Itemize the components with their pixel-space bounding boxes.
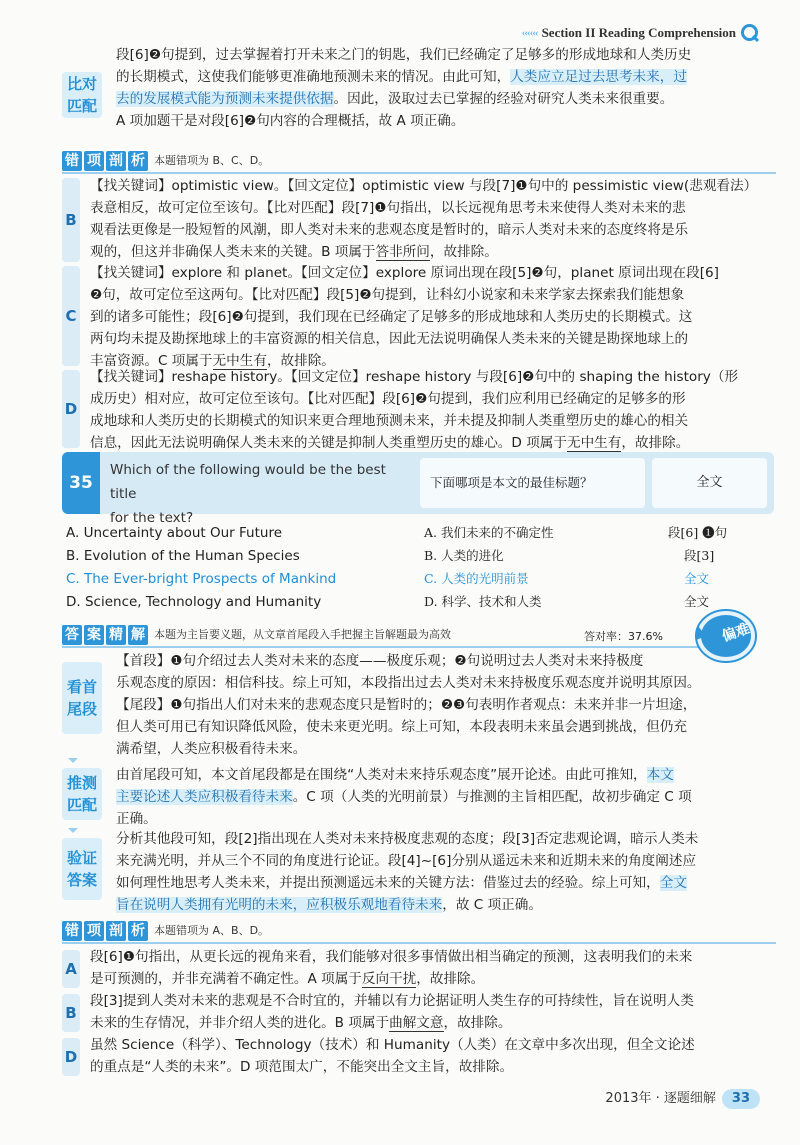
choice-c-en: C. The Ever-bright Prospects of Mankind	[66, 571, 337, 587]
highlight-text: 主要论述人类应积极看待未来	[116, 789, 293, 805]
page-footer	[605, 1088, 760, 1110]
label-line-2: 匹配	[66, 796, 97, 814]
label-verify-answer	[62, 838, 102, 900]
question-chinese: 下面哪项是本文的最佳标题？	[420, 458, 645, 508]
text-seg: 。因此，汲取过去已掌握的经验对研究人类未来很重要。	[333, 91, 674, 107]
text-line	[116, 786, 776, 808]
option-b-analysis-2	[90, 990, 776, 1034]
section-char: 析	[128, 921, 148, 941]
underlined-text: 反向干扰	[361, 971, 417, 987]
choice-a-en: A. Uncertainty about Our Future	[66, 525, 282, 541]
label-read-ends	[62, 662, 102, 734]
option-c-analysis	[90, 262, 776, 372]
section-char: 错	[62, 151, 82, 171]
label-line-2: 尾段	[66, 700, 97, 718]
underlined-text: 无中生有	[212, 353, 267, 369]
highlight-text: 本文	[646, 767, 674, 783]
text-line: 丰富资源。C 项属于无中生有，故排除。	[90, 353, 335, 369]
choice-b-src: 段[3]	[684, 548, 715, 563]
question-english	[110, 458, 410, 530]
option-letter-d: D	[62, 370, 80, 448]
question-en-line: for the text?	[110, 510, 194, 526]
option-letter-b: B	[62, 178, 80, 262]
footer-text: 2013年 · 逐题细解	[605, 1091, 716, 1106]
highlight-text: 人类应立足过去思考未来，过	[510, 69, 687, 85]
label-line-1: 比对	[66, 75, 97, 93]
text-line: 的重点是“人类的未来”。D 项范围太广，不能突出全文主旨，故排除。	[90, 1059, 514, 1075]
arrows-decoration: ‹‹‹‹‹‹	[521, 27, 538, 39]
underlined-text: 答非所问	[375, 244, 430, 260]
text-line: 分析其他段可知，段[2]指出现在人类对未来持极度悲观的态度；段[3]否定悲观论调，暗示人类未	[116, 831, 699, 847]
highlight-text: 全文	[659, 875, 687, 891]
text-line: 观的，但这并非确保人类未来的关键。B 项属于答非所问，故排除。	[90, 244, 498, 260]
text-line: 到的诸多可能性；段[6]❷句提到，我们现在已经确定了足够多的形成地球和人类历史的长期模式。这	[90, 309, 693, 325]
text-seg: 的长期模式，这使我们能够更准确地预测未来的情况。由此可知，	[116, 69, 511, 85]
correct-rate: 答对率：37.6%	[584, 630, 663, 643]
question-source: 全文	[652, 458, 767, 508]
text-line: 成地球和人类历史的长期模式的知识来更合理地预测未来，并未提及抑制人类重塑历史的雄心的相关	[90, 413, 689, 429]
text-line: 乐观态度的原因：相信科技。综上可知，本段指出过去人类对未来持极度乐观态度并说明其原因。	[116, 675, 701, 691]
section-char: 项	[84, 921, 104, 941]
page-number: 33	[722, 1089, 760, 1109]
text-line	[116, 872, 776, 894]
label-infer-match	[62, 768, 102, 820]
underlined-text: 无中生有	[566, 435, 622, 451]
text-line: 【找关键词】reshape history。【回文定位】reshape history 与段[6]❷句中的 shaping the history（形	[90, 369, 739, 385]
option-d-analysis	[90, 366, 776, 454]
choice-b-cn: B. 人类的进化	[424, 548, 504, 563]
option-letter-a: A	[62, 950, 80, 988]
text-line: 虽然 Science（科学）、Technology（技术）和 Humanity（人类）在文章中多次出现，但全文论述	[90, 1037, 695, 1053]
top-paragraph	[116, 44, 776, 132]
text-line: 段[3]提到人类对未来的悲观是不合时宜的，并辅以有力论据证明人类生存的可持续性，旨在说明人类	[90, 993, 694, 1009]
divider	[62, 942, 776, 944]
divider	[62, 646, 702, 648]
text-line: 【尾段】❶句指出人们对未来的悲观态度只是暂时的；❷❸句表明作者观点：未来并非一片坦途，	[116, 697, 697, 713]
text-line: 信息，因此无法说明确保人类未来的关键是抑制人类重塑历史的雄心。D 项属于无中生有，故排除。	[90, 435, 690, 451]
text-line: 来充满光明，并从三个不同的角度进行论证。段[4]~[6]分别从遥远未来和近期未来的角度阐述应	[116, 853, 697, 869]
section-char: 剖	[106, 921, 126, 941]
section-wrong-options-2	[62, 920, 269, 942]
down-arrow-icon	[68, 828, 78, 833]
highlight-text: 去的发展模式能为预测未来提供依据	[116, 91, 334, 107]
text-line: 段[6]❷句提到，过去掌握着打开未来之门的钥匙，我们已经确定了足够多的形成地球和人类历史	[116, 47, 692, 63]
choice-d-src: 全文	[684, 594, 710, 609]
text-line: 观看法更像是一股短暂的风潮，即人类对未来的悲观态度是暂时的，暗示人类对未来的态度终将是乐	[90, 222, 689, 238]
text-line: 是可预测的，并非充满着不确定性。A 项属于反向干扰，故排除。	[90, 971, 485, 987]
section-char: 错	[62, 921, 82, 941]
option-letter-b: B	[62, 994, 80, 1032]
text-line: A 项加题干是对段[6]❷句内容的合理概括，故 A 项正确。	[116, 113, 465, 129]
section-note: 本题错项为 A、B、D。	[154, 924, 270, 937]
text-line: 表意相反，故可定位至该句。【比对匹配】段[7]❶句指出，以长远视角思考未来使得人类对未来的悲	[90, 200, 686, 216]
text-line: 正确。	[116, 811, 157, 827]
option-b-analysis	[90, 175, 776, 263]
text-line: 但人类可用已有知识降低风险，使未来更光明。综上可知，本段表明未来虽会遇到挑战，但仍充	[116, 719, 687, 735]
section-note: 本题为主旨要义题，从文章首尾段入手把握主旨解题最为高效	[154, 628, 451, 641]
section-answer-explained	[62, 624, 451, 646]
section-char: 剖	[106, 151, 126, 171]
choice-d-cn: D. 科学、技术和人类	[424, 594, 542, 609]
text-seg: 。C 项（人类的光明前景）与推测的主旨相匹配，故初步确定 C 项	[292, 789, 692, 805]
underlined-text: 曲解文意	[389, 1015, 444, 1031]
text-line: 成历史）相对应，故可定位至该句。【比对匹配】段[6]❷句提到，我们应利用已经确定的足够多的形	[90, 391, 686, 407]
choice-a-cn: A. 我们未来的不确定性	[424, 525, 554, 540]
text-seg: ，故 C 项正确。	[442, 897, 542, 913]
label-compare-match	[62, 72, 102, 118]
choice-a-src: 段[6] ❶句	[668, 525, 728, 540]
question-number: 35	[62, 452, 100, 514]
section-char: 解	[128, 625, 148, 645]
down-arrow-icon	[68, 758, 78, 763]
section-char: 项	[84, 151, 104, 171]
text-line: 【找关键词】explore 和 planet。【回文定位】explore 原词出现在段[5]❷句，planet 原词出现在段[6]	[90, 265, 719, 281]
text-line	[116, 88, 776, 110]
text-line	[116, 66, 776, 88]
step3-paragraph	[116, 828, 776, 916]
section-char: 答	[62, 625, 82, 645]
option-letter-d: D	[62, 1038, 80, 1076]
text-line	[116, 894, 776, 916]
label-line-1: 验证	[66, 849, 97, 867]
section-char: 析	[128, 151, 148, 171]
text-seg: 由首尾段可知，本文首尾段都是在围绕“人类对未来持乐观态度”展开论述。由此可推知，	[116, 767, 647, 783]
text-line: 【找关键词】optimistic view。【回文定位】optimistic view 与段[7]❶句中的 pessimistic view(悲观看法）	[90, 178, 758, 194]
section-note: 本题错项为 B、C、D。	[154, 154, 270, 167]
text-line: 两句均未提及勘探地球上的丰富资源的相关信息，因此无法说明确保人类未来的关键是勘探地球上的	[90, 331, 689, 347]
text-line: 满希望，人类应积极看待未来。	[116, 741, 307, 757]
section-char: 案	[84, 625, 104, 645]
section-wrong-options-1	[62, 150, 269, 172]
label-line-1: 看首	[66, 678, 97, 696]
option-letter-c: C	[62, 266, 80, 366]
text-line	[116, 764, 776, 786]
choice-d-en: D. Science, Technology and Humanity	[66, 594, 322, 610]
running-header	[522, 22, 760, 44]
label-line-2: 答案	[66, 871, 97, 889]
step1-paragraph	[116, 650, 776, 760]
label-line-2: 匹配	[66, 97, 97, 115]
choice-c-cn: C. 人类的光明前景	[424, 571, 529, 586]
step2-paragraph	[116, 764, 776, 830]
section-title: Section II Reading Comprehension	[541, 25, 736, 40]
search-q-icon	[740, 23, 760, 43]
label-line-1: 推测	[66, 774, 97, 792]
divider	[62, 172, 776, 174]
difficulty-badge-text: 偏难	[720, 621, 752, 645]
section-char: 精	[106, 625, 126, 645]
text-line: 未来的生存情况，并非介绍人类的进化。B 项属于曲解文意，故排除。	[90, 1015, 512, 1031]
choice-b-en: B. Evolution of the Human Species	[66, 548, 300, 564]
choice-c-src: 全文	[684, 571, 710, 586]
text-seg: 如何理性地思考人类未来，并提出预测遥远未来的关键方法：借鉴过去的经验。综上可知，	[116, 875, 660, 891]
text-line: 段[6]❶句指出，从更长远的视角来看，我们能够对很多事情做出相当确定的预测，这表明我们的未来	[90, 949, 693, 965]
text-line: 【首段】❶句介绍过去人类对未来的态度——极度乐观；❷句说明过去人类对未来持极度	[116, 653, 644, 669]
text-line: ❷句，故可定位至这两句。【比对匹配】段[5]❷句提到，让科幻小说家和未来学家去探索我们能想象	[90, 287, 685, 303]
option-a-analysis	[90, 946, 776, 990]
question-en-line: Which of the following would be the best title	[110, 462, 386, 502]
option-d-analysis-2	[90, 1034, 776, 1078]
highlight-text: 旨在说明人类拥有光明的未来，应积极乐观地看待未来	[116, 897, 443, 913]
